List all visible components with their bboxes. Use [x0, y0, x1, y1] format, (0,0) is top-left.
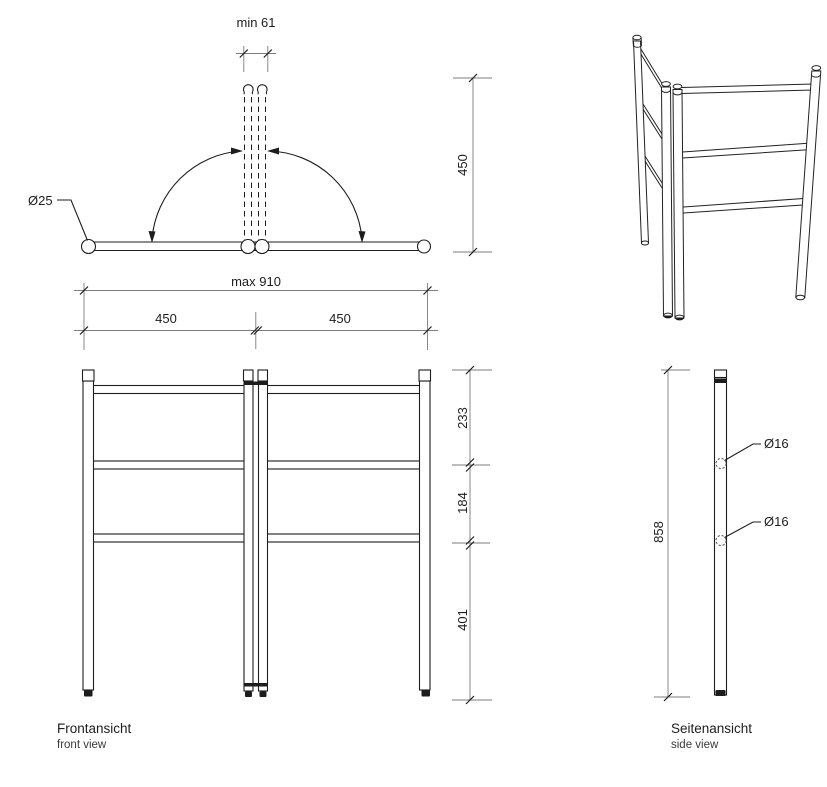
front-cap-mid-right	[258, 370, 268, 381]
fold-arrow-right-up	[267, 148, 279, 155]
front-view-label-de: Frontansicht	[57, 721, 132, 736]
side-post	[715, 370, 727, 695]
hinge-tube-left	[241, 240, 255, 254]
front-foot-mid-left	[245, 692, 252, 698]
side-view-label-de: Seitenansicht	[671, 721, 753, 736]
front-foot-mid-right	[260, 692, 267, 698]
side-view-label-en: side view	[671, 739, 719, 751]
front-cap-mid-left	[244, 370, 254, 381]
persp-cap-hinge-b	[673, 84, 682, 89]
front-rail-bottom-left-panel	[84, 534, 252, 542]
fold-arc-left	[152, 151, 241, 239]
858-label: 858	[651, 521, 666, 543]
persp-post-left	[634, 41, 649, 243]
fold-arc-right	[269, 151, 362, 239]
front-cap-left	[83, 370, 95, 381]
tube-end-left	[82, 240, 96, 254]
401-label: 401	[455, 609, 470, 631]
persp-cap-hinge-a	[662, 82, 671, 87]
persp-cap-right	[812, 66, 821, 71]
persp-right-rail-mid	[683, 143, 812, 158]
hook-right-icon	[258, 85, 268, 94]
hook-left-icon	[244, 85, 254, 94]
fold-arrow-left-down	[149, 231, 156, 243]
max910-label: max 910	[231, 274, 281, 289]
view-labels	[57, 721, 752, 751]
side-foot	[716, 690, 726, 696]
side-view	[651, 366, 789, 701]
dia25-leader-line	[57, 200, 88, 241]
perspective-view	[633, 35, 821, 320]
front-post-mid-left	[244, 384, 253, 691]
persp-right-rail-top	[682, 84, 814, 94]
front-cap-right	[419, 370, 431, 381]
fold-arrow-left-up	[231, 148, 243, 155]
dia16-lower-label: Ø16	[764, 514, 789, 529]
front-post-left	[83, 381, 94, 690]
front-rail-top-right-panel	[259, 386, 429, 394]
dia16-upper-leader	[725, 444, 762, 461]
front-foot-left	[84, 690, 93, 697]
front-rail-mid-right-panel	[259, 461, 429, 469]
persp-foot-right	[796, 295, 805, 300]
hinge-tube-right	[255, 240, 269, 254]
tube-end-right	[418, 240, 431, 253]
persp-post-hinge-b	[673, 90, 684, 319]
front-hinge-band-top	[244, 382, 269, 386]
front-rail-bottom-right-panel	[259, 534, 429, 542]
dia25-label: Ø25	[28, 193, 53, 208]
front-rail-top-left-panel	[84, 386, 252, 394]
min61-dim-lines	[236, 46, 276, 72]
side-cap-band	[715, 379, 727, 384]
fold-arrow-right-down	[359, 231, 366, 243]
persp-foot-left	[641, 241, 648, 245]
persp-right-rail-bottom	[684, 198, 811, 213]
front-rail-mid-left-panel	[84, 461, 252, 469]
persp-post-hinge-a	[662, 87, 673, 316]
450-left-label: 450	[155, 311, 177, 326]
top-view	[28, 85, 431, 254]
min61-label: min 61	[236, 15, 276, 30]
450vert-label: 450	[455, 154, 470, 176]
front-post-right	[420, 381, 431, 690]
dia16-lower-leader	[725, 522, 762, 538]
top-view-dimensions	[74, 15, 492, 350]
front-view	[83, 370, 431, 697]
450pair-dim-lines	[74, 312, 438, 349]
front-view-label-en: front view	[57, 739, 107, 751]
persp-post-right	[796, 71, 821, 298]
front-post-mid-right	[259, 384, 268, 691]
dia16-upper-label: Ø16	[764, 436, 789, 451]
front-foot-right	[422, 690, 431, 697]
front-view-dimensions	[452, 366, 492, 704]
persp-cap-left	[633, 35, 641, 40]
450-right-label: 450	[329, 311, 351, 326]
front-hinge-band-bottom	[244, 683, 269, 687]
184-label: 184	[455, 492, 470, 514]
folded-panel-dashed-lines	[245, 97, 266, 240]
233-label: 233	[455, 407, 470, 429]
